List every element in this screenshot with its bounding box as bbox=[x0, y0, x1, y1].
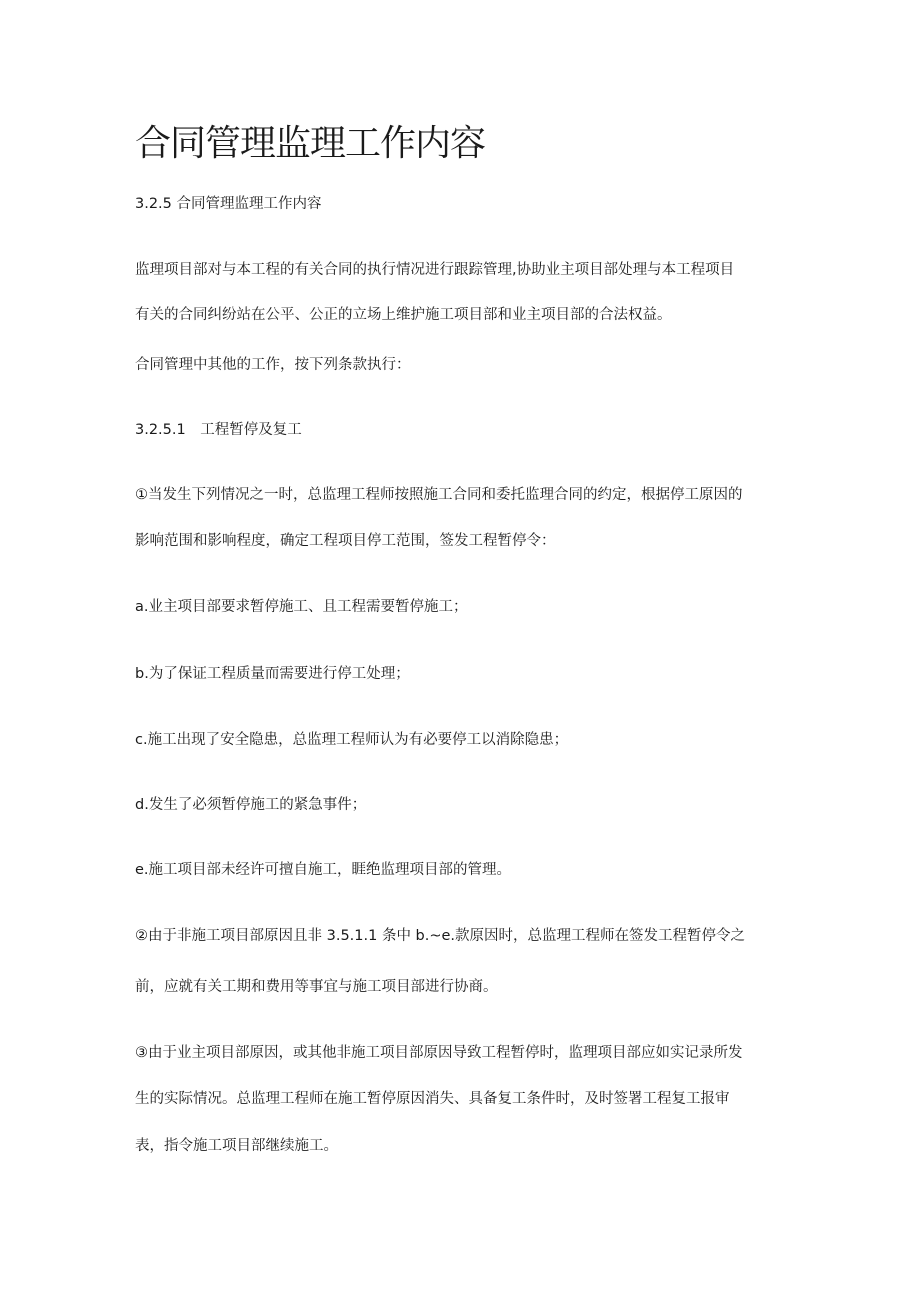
list-item-d: d.发生了必须暂停施工的紧急事件； bbox=[135, 797, 367, 813]
item-3-line-3: 表，指令施工项目部继续施工。 bbox=[135, 1138, 338, 1154]
document-title: 合同管理监理工作内容 bbox=[135, 123, 486, 164]
intro-paragraph-line-2: 有关的合同纠纷站在公平、公正的立场上维护施工项目部和业主项目部的合法权益。 bbox=[135, 307, 672, 323]
section-heading: 3.2.5 合同管理监理工作内容 bbox=[135, 196, 322, 212]
list-item-a: a.业主项目部要求暂停施工、且工程需要暂停施工； bbox=[135, 599, 468, 615]
subsection-heading: 3.2.5.1 工程暂停及复工 bbox=[135, 422, 302, 438]
item-3-line-2: 生的实际情况。总监理工程师在施工暂停原因消失、具备复工条件时，及时签署工程复工报审 bbox=[135, 1091, 730, 1107]
item-3-line-1: ③由于业主项目部原因，或其他非施工项目部原因导致工程暂停时，监理项目部应如实记录所发 bbox=[135, 1045, 743, 1061]
item-1-line-1: ①当发生下列情况之一时，总监理工程师按照施工合同和委托监理合同的约定，根据停工原因的 bbox=[135, 487, 743, 503]
intro-paragraph-line-1: 监理项目部对与本工程的有关合同的执行情况进行跟踪管理,协助业主项目部处理与本工程项目 bbox=[135, 262, 735, 278]
list-item-b: b.为了保证工程质量而需要进行停工处理； bbox=[135, 666, 410, 682]
other-work-paragraph: 合同管理中其他的工作，按下列条款执行： bbox=[135, 357, 411, 373]
list-item-c: c.施工出现了安全隐患，总监理工程师认为有必要停工以消除隐患； bbox=[135, 732, 569, 748]
item-2-line-1: ②由于非施工项目部原因且非 3.5.1.1 条中 b.~e.款原因时，总监理工程师在签发工程暂停令之 bbox=[135, 928, 746, 944]
item-1-line-2: 影响范围和影响程度，确定工程项目停工范围，签发工程暂停令： bbox=[135, 533, 556, 549]
item-2-line-2: 前，应就有关工期和费用等事宜与施工项目部进行协商。 bbox=[135, 979, 498, 995]
list-item-e: e.施工项目部未经许可擅自施工，睚绝监理项目部的管理。 bbox=[135, 862, 512, 878]
